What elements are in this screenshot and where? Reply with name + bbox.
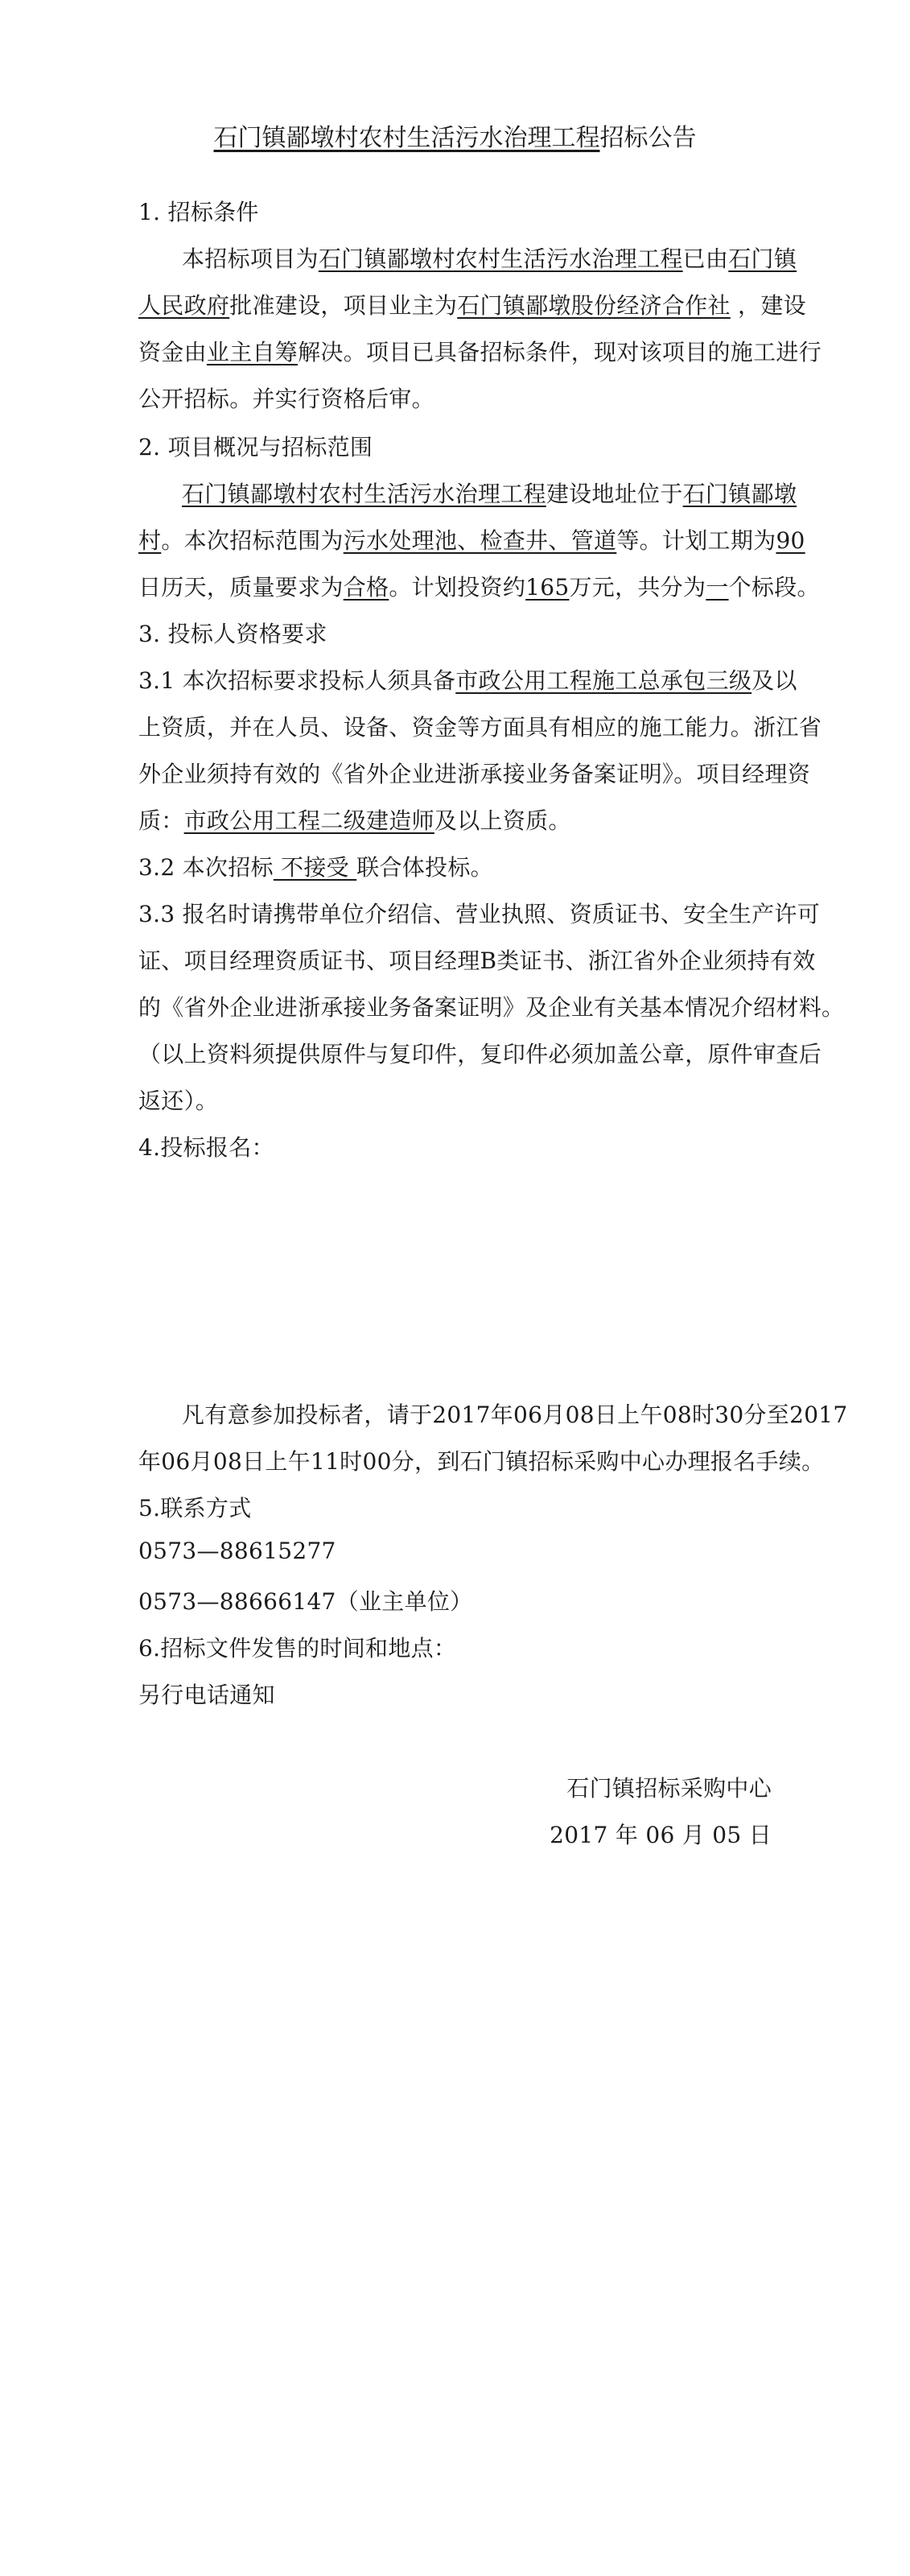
scope: 污水处理池、检查井、管道 (343, 527, 617, 554)
text: 资金由 (138, 339, 207, 365)
section-4-line-2: 年06月08日上午11时00分，到石门镇招标采购中心办理报名手续。 (138, 1448, 825, 1475)
section-3-1-line-4 (138, 803, 571, 836)
manager-qualification: 市政公用工程二级建造师 (183, 807, 434, 834)
section-1-line-2 (138, 288, 806, 320)
qualification: 市政公用工程施工总承包三级 (455, 667, 752, 694)
section-2-line-1 (182, 477, 797, 509)
contact-phone-1: 0573—88615277 (138, 1538, 336, 1564)
location: 石门镇鄙墩 (682, 481, 797, 507)
approver: 人民政府 (138, 292, 230, 319)
text: 及以 (751, 667, 797, 694)
section-5-heading: 5.联系方式 (138, 1495, 252, 1521)
text: 万元，共分为 (569, 574, 706, 601)
section-3-3-line-5: 返还）。 (138, 1088, 219, 1114)
project-name: 石门镇鄙墩村农村生活污水治理工程 (182, 481, 546, 507)
text: 日历天，质量要求为 (138, 574, 344, 601)
text: 3.1 本次招标要求投标人须具备 (138, 667, 456, 694)
section-3-3-line-4: （以上资料须提供原件与复印件，复印件必须加盖公章，原件审查后 (138, 1041, 822, 1067)
text: 个标段。 (728, 574, 820, 601)
section-6-text: 另行电话通知 (138, 1682, 275, 1708)
signature-org: 石门镇招标采购中心 (566, 1775, 772, 1802)
text: 。计划投资约 (389, 574, 526, 601)
section-4-heading: 4.投标报名： (138, 1134, 274, 1161)
text: 建设地址位于 (546, 481, 683, 507)
owner: 石门镇鄙墩股份经济合作社 (457, 292, 731, 319)
section-2-line-2 (138, 523, 805, 555)
text: 质： (138, 807, 184, 834)
section-1-line-3 (138, 335, 821, 367)
text: 本招标项目为 (182, 246, 319, 272)
text: ，建设 (730, 292, 806, 319)
location: 村 (138, 527, 162, 554)
text: 批准建设，项目业主为 (229, 292, 458, 319)
text: 。本次招标范围为 (161, 527, 344, 554)
text: 等。计划工期为 (616, 527, 776, 554)
section-3-1-line-1 (138, 663, 797, 696)
section-3-2 (138, 850, 493, 882)
title-suffix: 招标公告 (599, 124, 697, 152)
lot-count: 一 (706, 574, 729, 601)
investment: 165 (525, 574, 570, 601)
text: 联合体投标。 (356, 854, 493, 881)
text: 及以上资质。 (434, 807, 571, 834)
section-3-heading: 3. 投标人资格要求 (138, 621, 327, 647)
section-3-3-line-2: 证、项目经理资质证书、项目经理B类证书、浙江省外企业须持有效 (138, 947, 816, 974)
section-2-heading: 2. 项目概况与招标范围 (138, 434, 373, 460)
consortium: 不接受 (273, 854, 357, 881)
funding: 业主自筹 (206, 339, 299, 365)
section-1-line-1 (182, 242, 797, 274)
text: 已由 (682, 246, 729, 272)
section-4-line-1: 凡有意参加投标者，请于2017年06月08日上午08时30分至2017 (182, 1402, 848, 1428)
section-1-heading: 1. 招标条件 (138, 199, 259, 225)
page-title (0, 118, 910, 153)
text: 3.2 本次招标 (138, 854, 274, 881)
section-3-3-line-3: 的《省外企业进浙承接业务备案证明》及企业有关基本情况介绍材料。 (138, 994, 845, 1021)
section-1-line-4: 公开招标。并实行资格后审。 (138, 386, 434, 412)
section-3-1-line-3: 外企业须持有效的《省外企业进浙承接业务备案证明》。项目经理资 (138, 761, 811, 787)
contact-phone-2: 0573—88666147（业主单位） (138, 1588, 473, 1615)
approver: 石门镇 (728, 246, 797, 272)
section-6-heading: 6.招标文件发售的时间和地点： (138, 1635, 457, 1662)
duration: 90 (776, 527, 805, 554)
signature-date: 2017 年 06 月 05 日 (550, 1822, 772, 1848)
section-3-3-line-1: 3.3 报名时请携带单位介绍信、营业执照、资质证书、安全生产许可 (138, 901, 821, 927)
section-3-1-line-2: 上资质，并在人员、设备、资金等方面具有相应的施工能力。浙江省 (138, 714, 822, 741)
quality: 合格 (343, 574, 389, 601)
title-project-name: 石门镇鄙墩村农村生活污水治理工程 (213, 124, 600, 152)
section-2-line-3 (138, 570, 820, 602)
project-name: 石门镇鄙墩村农村生活污水治理工程 (318, 246, 683, 272)
text: 解决。项目已具备招标条件，现对该项目的施工进行 (298, 339, 822, 365)
